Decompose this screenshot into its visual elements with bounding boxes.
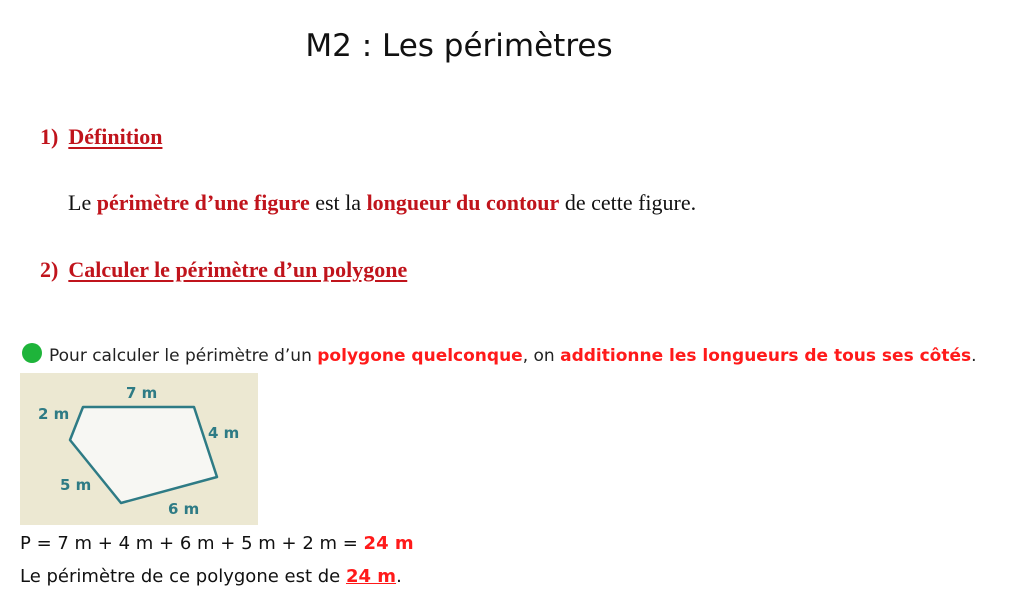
conclusion-text: Le périmètre de ce polygone est de: [20, 566, 346, 587]
formula-expression: P = 7 m + 4 m + 6 m + 5 m + 2 m =: [20, 533, 364, 554]
side-label-right: 4 m: [208, 424, 240, 442]
definition-part-1: Le: [68, 190, 97, 215]
conclusion-value: 24 m: [345, 566, 397, 587]
section-1-title: Définition: [68, 124, 163, 149]
green-bullet-icon: [22, 343, 42, 363]
rule-term-polygone: polygone quelconque: [317, 346, 523, 366]
conclusion-end: .: [396, 566, 402, 587]
definition-part-3: de cette figure.: [559, 190, 697, 215]
formula-result: 24 m: [363, 533, 414, 554]
rule-sentence: [22, 343, 977, 366]
definition-term-longueur: longueur du contour: [366, 190, 560, 215]
perimeter-formula: [20, 533, 414, 554]
side-label-upper-left: 2 m: [38, 405, 70, 423]
section-1-number: 1): [40, 124, 59, 149]
conclusion-sentence: [20, 566, 402, 587]
page-title: M2 : Les périmètres: [305, 28, 613, 64]
section-1-heading: [40, 124, 162, 150]
side-label-top: 7 m: [126, 384, 158, 402]
rule-term-additionne: additionne les longueurs de tous ses côtés: [560, 346, 972, 366]
polygon-diagram: [20, 373, 258, 525]
definition-sentence: [68, 190, 696, 216]
rule-part-3: .: [971, 346, 977, 366]
polygon-figure: [20, 373, 258, 525]
side-label-bottom: 6 m: [168, 500, 200, 518]
section-2-heading: [40, 257, 407, 283]
rule-part-2: , on: [522, 346, 561, 366]
pentagon-shape: [70, 407, 217, 503]
definition-term-perimetre: périmètre d’une figure: [96, 190, 310, 215]
rule-part-1: Pour calculer le périmètre d’un: [49, 346, 318, 366]
section-2-number: 2): [40, 257, 59, 282]
section-2-title: Calculer le périmètre d’un polygone: [68, 257, 408, 282]
side-label-lower-left: 5 m: [60, 476, 92, 494]
definition-part-2: est la: [309, 190, 367, 215]
